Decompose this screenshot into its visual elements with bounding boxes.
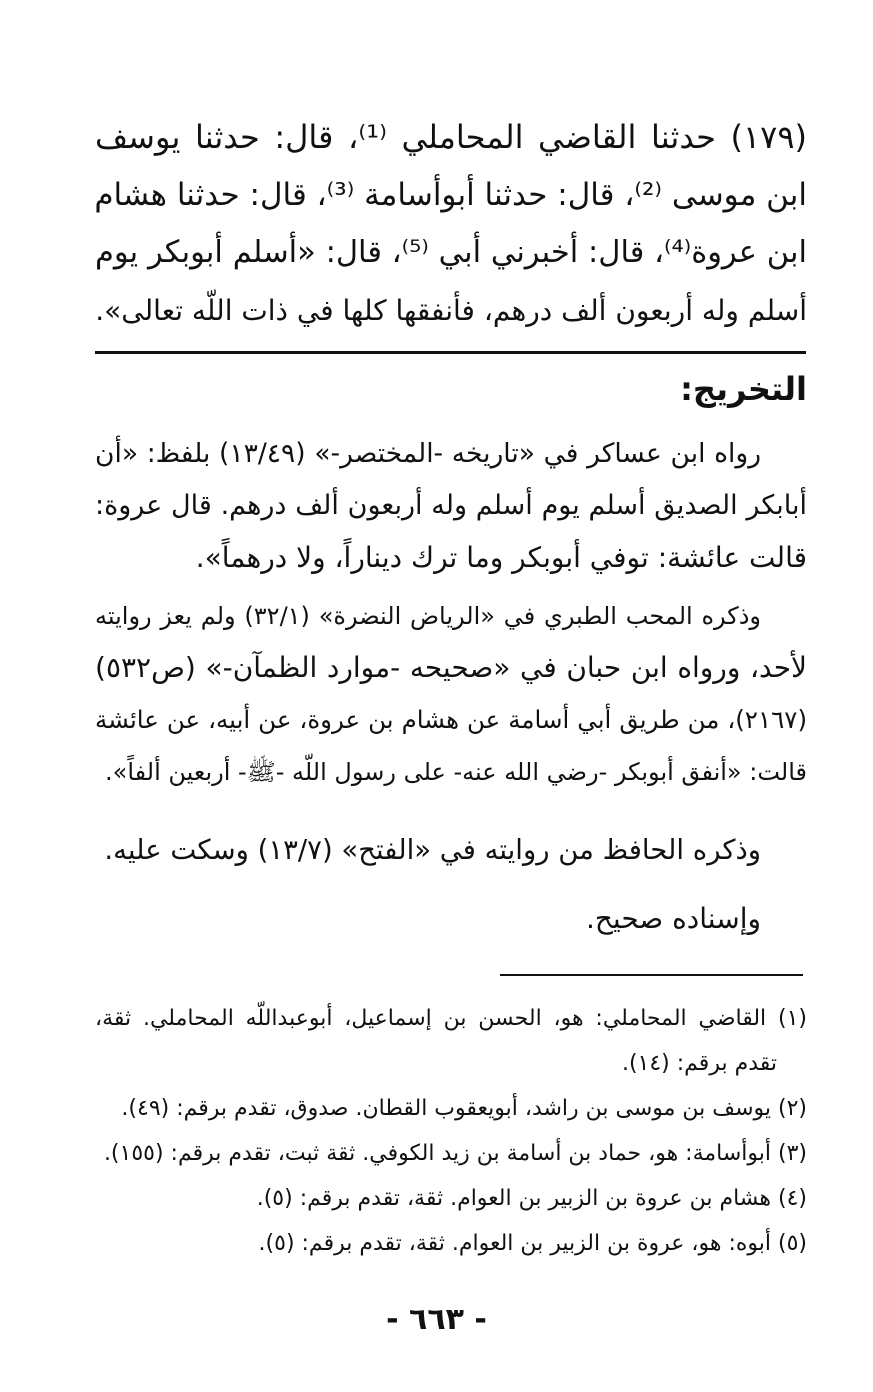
hadith-text bbox=[95, 108, 807, 340]
footnote-5: (٥) أبوه: هو، عروة بن الزبير بن العوام. ثقة، تقدم برقم: (٥). bbox=[258, 1231, 807, 1256]
paragraph-line: قالت: «أنفق أبوبكر -رضي الله عنه- على رسول اللّه -ﷺ- أربعين ألفاً». bbox=[105, 758, 807, 786]
footnote-4: (٤) هشام بن عروة بن الزبير بن العوام. ثقة، تقدم برقم: (٥). bbox=[256, 1186, 807, 1211]
footnote-2: (٢) يوسف بن موسى بن راشد، أبويعقوب القطان. صدوق، تقدم برقم: (٤٩). bbox=[121, 1096, 807, 1121]
footnote-1: (١) القاضي المحاملي: هو، الحسن بن إسماعيل، أبوعبداللّه المحاملي. ثقة، bbox=[95, 1006, 807, 1031]
paragraph-line: وذكره الحافظ من روايته في «الفتح» (١٣/٧) وسكت عليه. bbox=[104, 834, 761, 866]
footnote-divider bbox=[500, 974, 803, 976]
footnotes bbox=[95, 996, 807, 1266]
takhrij-paragraph-4 bbox=[95, 893, 807, 945]
takhrij-paragraph-1 bbox=[95, 428, 807, 584]
takhrij-paragraph-2 bbox=[95, 590, 807, 798]
footnote-3: (٣) أبوأسامة: هو، حماد بن أسامة بن زيد الكوفي. ثقة ثبت، تقدم برقم: (١٥٥). bbox=[103, 1141, 807, 1166]
takhrij-paragraph-3 bbox=[95, 824, 807, 876]
paragraph-line: (٢١٦٧)، من طريق أبي أسامة عن هشام بن عروة، عن أبيه، عن عائشة bbox=[95, 705, 807, 734]
hadith-line: (١٧٩) حدثنا القاضي المحاملي ⁽¹⁾، قال: حدثنا يوسف bbox=[95, 118, 808, 156]
paragraph-line: قالت عائشة: توفي أبوبكر وما ترك ديناراً، ولا درهماً». bbox=[195, 541, 807, 574]
section-divider bbox=[95, 351, 806, 354]
paragraph-line: رواه ابن عساكر في «تاريخه -المختصر-» (١٣/٤٩) بلفظ: «أن bbox=[95, 438, 761, 469]
footnote-1-continuation: تقدم برقم: (١٤). bbox=[621, 1051, 777, 1076]
paragraph-line: وذكره المحب الطبري في «الرياض النضرة» (٣٢/١) ولم يعز روايته bbox=[95, 602, 762, 630]
paragraph-line: أبابكر الصديق أسلم يوم أسلم وله أربعون ألف درهم. قال عروة: bbox=[95, 490, 807, 521]
takhrij-heading: التخريج: bbox=[680, 370, 807, 408]
hadith-line: ابن موسى ⁽²⁾، قال: حدثنا أبوأسامة ⁽³⁾، قال: حدثنا هشام bbox=[94, 177, 807, 213]
hadith-line: ابن عروة⁽⁴⁾، قال: أخبرني أبي ⁽⁵⁾، قال: «أسلم أبوبكر يوم bbox=[95, 235, 807, 270]
paragraph-line: وإسناده صحيح. bbox=[585, 902, 761, 935]
paragraph-line: لأحد، ورواه ابن حبان في «صحيحه -موارد الظمآن-» (ص٥٣٢) bbox=[95, 651, 807, 684]
hadith-line: أسلم وله أربعون ألف درهم، فأنفقها كلها في ذات اللّه تعالى». bbox=[95, 294, 807, 327]
page-number: - ٦٦٣ - bbox=[386, 1302, 487, 1337]
